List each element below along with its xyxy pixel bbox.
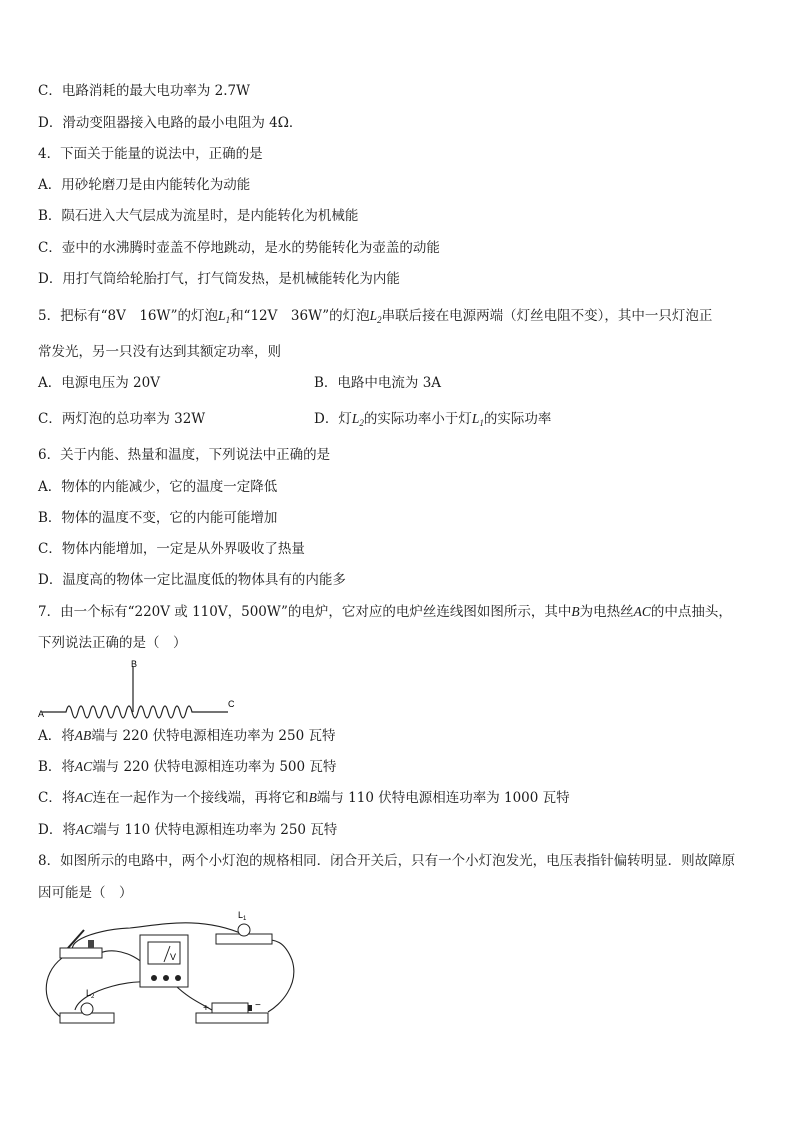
q5-option-b: B．电路中电流为 3A (314, 375, 442, 391)
q6-option-b: B．物体的温度不变，它的内能可能增加 (38, 510, 278, 526)
q4-option-b: B．陨石进入大气层成为流星时，是内能转化为机械能 (38, 208, 359, 224)
q5-option-d-part: D．灯 (314, 411, 352, 427)
l-subscript: 1 (479, 418, 484, 428)
q7-stem-part: 7．由一个标有“220V 或 110V，500W”的电炉，它对应的电炉丝连线图如图所示，其中 (38, 604, 572, 620)
q7-option-b-part: B．将 (38, 759, 75, 775)
battery-plus-label: + (203, 1003, 209, 1014)
l-subscript: 2 (377, 315, 382, 325)
q7-stem-part: 为电热丝 (579, 604, 634, 620)
q7-option-c-part: 连在一起作为一个接线端，再将它和 (92, 790, 309, 806)
q7-option-c-part: C．将 (38, 790, 76, 806)
q4-option-a: A．用砂轮磨刀是由内能转化为动能 (38, 177, 251, 193)
l-subscript: 1 (243, 916, 247, 922)
q6-option-d: D．温度高的物体一定比温度低的物体具有的内能多 (38, 572, 346, 588)
q5-option-d-part: 的实际功率小于灯 (363, 411, 472, 427)
l-letter: L (218, 308, 226, 323)
l-subscript: 2 (91, 994, 95, 1000)
q4-option-c: C．壶中的水沸腾时壶盖不停地跳动，是水的势能转化为壶盖的动能 (38, 240, 440, 256)
q6-stem: 6．关于内能、热量和温度，下列说法中正确的是 (38, 447, 331, 463)
ab-symbol: AB (74, 728, 92, 743)
ac-symbol: AC (633, 604, 651, 619)
voltmeter-icon (140, 935, 188, 987)
q6-option-a: A．物体的内能减少，它的温度一定降低 (38, 479, 278, 495)
l-subscript: 1 (225, 315, 231, 325)
lamp-l1-label (238, 910, 247, 922)
q7-option-a-part: A．将 (38, 728, 75, 744)
q6-option-c: C．物体内能增加，一定是从外界吸收了热量 (38, 541, 305, 557)
q8-stem-line2: 因可能是（ ） (38, 885, 133, 901)
q7-option-b-part: 端与 220 伏特电源相连功率为 500 瓦特 (92, 759, 337, 775)
l-letter: L (351, 411, 360, 426)
wire-meter2 (175, 985, 215, 1012)
q7-stem-part: 的中点抽头， (650, 604, 732, 620)
ac-symbol: AC (74, 759, 93, 774)
battery-icon (196, 1000, 268, 1023)
q5-option-d-part: 的实际功率 (483, 411, 552, 427)
q5-stem-part: 和“12V 36W”的灯泡 (230, 308, 370, 324)
label-b: B (131, 659, 138, 669)
q5-option-a: A．电源电压为 20V (38, 375, 160, 391)
voltmeter-label: V (170, 952, 177, 962)
q3-option-c: C．电路消耗的最大电功率为 2.7W (38, 83, 250, 99)
q4-option-d: D．用打气筒给轮胎打气，打气筒发热，是机械能转化为内能 (38, 271, 400, 287)
q4-stem: 4．下面关于能量的说法中，正确的是 (38, 146, 263, 162)
label-c: C (228, 699, 235, 709)
l-letter: L (86, 988, 92, 998)
l-letter: L (369, 308, 378, 323)
q5-stem-line2: 常发光，另一只没有达到其额定功率，则 (38, 344, 281, 360)
ac-symbol: AC (75, 790, 93, 805)
l-subscript: 2 (359, 418, 364, 428)
q7-stem-line2: 下列说法正确的是（ ） (38, 635, 187, 651)
q7-option-d-part: 端与 110 伏特电源相连功率为 250 瓦特 (93, 822, 338, 838)
lamp-l2-icon (60, 988, 114, 1023)
ac-symbol: AC (75, 822, 94, 837)
b-symbol: B (308, 790, 317, 805)
q5-option-c: C．两灯泡的总功率为 32W (38, 411, 206, 427)
q5-stem-part: 5．把标有“8V 16W”的灯泡 (38, 308, 219, 324)
lamp-l1-icon (216, 910, 272, 944)
battery-minus-label: − (255, 1000, 261, 1011)
q8-stem: 8．如图所示的电路中，两个小灯泡的规格相同．闭合开关后，只有一个小灯泡发光，电压表指针偏转明显．则故障原 (38, 853, 736, 869)
q3-option-d: D．滑动变阻器接入电路的最小电阻为 4Ω． (38, 115, 303, 131)
l-letter: L (471, 411, 480, 426)
switch-icon (60, 930, 102, 958)
q7-option-c-part: 端与 110 伏特电源相连功率为 1000 瓦特 (316, 790, 570, 806)
q7-option-a-part: 端与 220 伏特电源相连功率为 250 瓦特 (91, 728, 336, 744)
q5-stem-part: 串联后接在电源两端（灯丝电阻不变），其中一只灯泡正 (381, 308, 713, 324)
b-symbol: B (571, 604, 580, 619)
l-letter: L (238, 910, 244, 920)
wire-left (46, 958, 62, 1018)
label-a: A (38, 709, 45, 719)
lamp-l2-label (86, 988, 95, 1000)
q7-option-d-part: D．将 (38, 822, 76, 838)
